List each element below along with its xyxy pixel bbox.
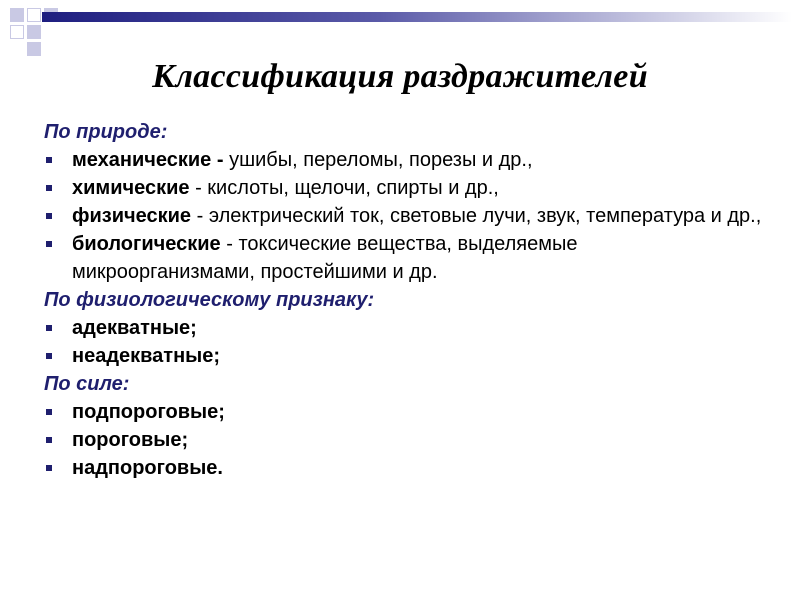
square-bullet-icon (46, 437, 52, 443)
item-term: пороговые; (72, 429, 189, 451)
item-term: адекватные; (72, 317, 197, 339)
square-bullet-icon (46, 325, 52, 331)
square-bullet-icon (46, 157, 52, 163)
item-term: надпороговые. (72, 457, 223, 479)
section-heading-nature: По природе: (44, 121, 168, 143)
square-bullet-icon (46, 213, 52, 219)
item-description: - электрический ток, световые лучи, звук, температура и др., (191, 205, 762, 227)
item-term: механические - (72, 149, 224, 171)
item-term: химические (72, 177, 190, 199)
list-item (44, 146, 764, 174)
slide-title: Классификация раздражителей (152, 58, 648, 95)
list-physiological (44, 314, 764, 370)
decorative-square (27, 25, 41, 39)
item-term: биологические (72, 233, 221, 255)
decorative-square (27, 8, 41, 22)
item-term: подпороговые; (72, 401, 225, 423)
decorative-square (10, 8, 24, 22)
list-item (44, 398, 764, 426)
item-term: неадекватные; (72, 345, 221, 367)
list-item (44, 174, 764, 202)
decorative-square (27, 42, 41, 56)
item-description: - кислоты, щелочи, спирты и др., (189, 177, 499, 199)
item-term: физические (72, 205, 192, 227)
list-item (44, 202, 764, 230)
square-bullet-icon (46, 409, 52, 415)
list-item (44, 314, 764, 342)
list-strength (44, 398, 764, 482)
square-bullet-icon (46, 465, 52, 471)
decorative-square (10, 25, 24, 39)
square-bullet-icon (46, 185, 52, 191)
item-description: - токсические вещества, выделяемые микроорганизмами, простейшими и др. (72, 233, 578, 283)
square-bullet-icon (46, 241, 52, 247)
list-nature (44, 146, 764, 286)
slide-content (44, 118, 764, 482)
list-item (44, 454, 764, 482)
list-item (44, 342, 764, 370)
item-description: ушибы, переломы, порезы и др., (223, 149, 533, 171)
square-bullet-icon (46, 353, 52, 359)
section-heading-physiological: По физиологическому признаку: (44, 289, 375, 311)
header-gradient-bar (42, 12, 792, 22)
list-item (44, 230, 764, 286)
list-item (44, 426, 764, 454)
section-heading-strength: По силе: (44, 373, 130, 395)
